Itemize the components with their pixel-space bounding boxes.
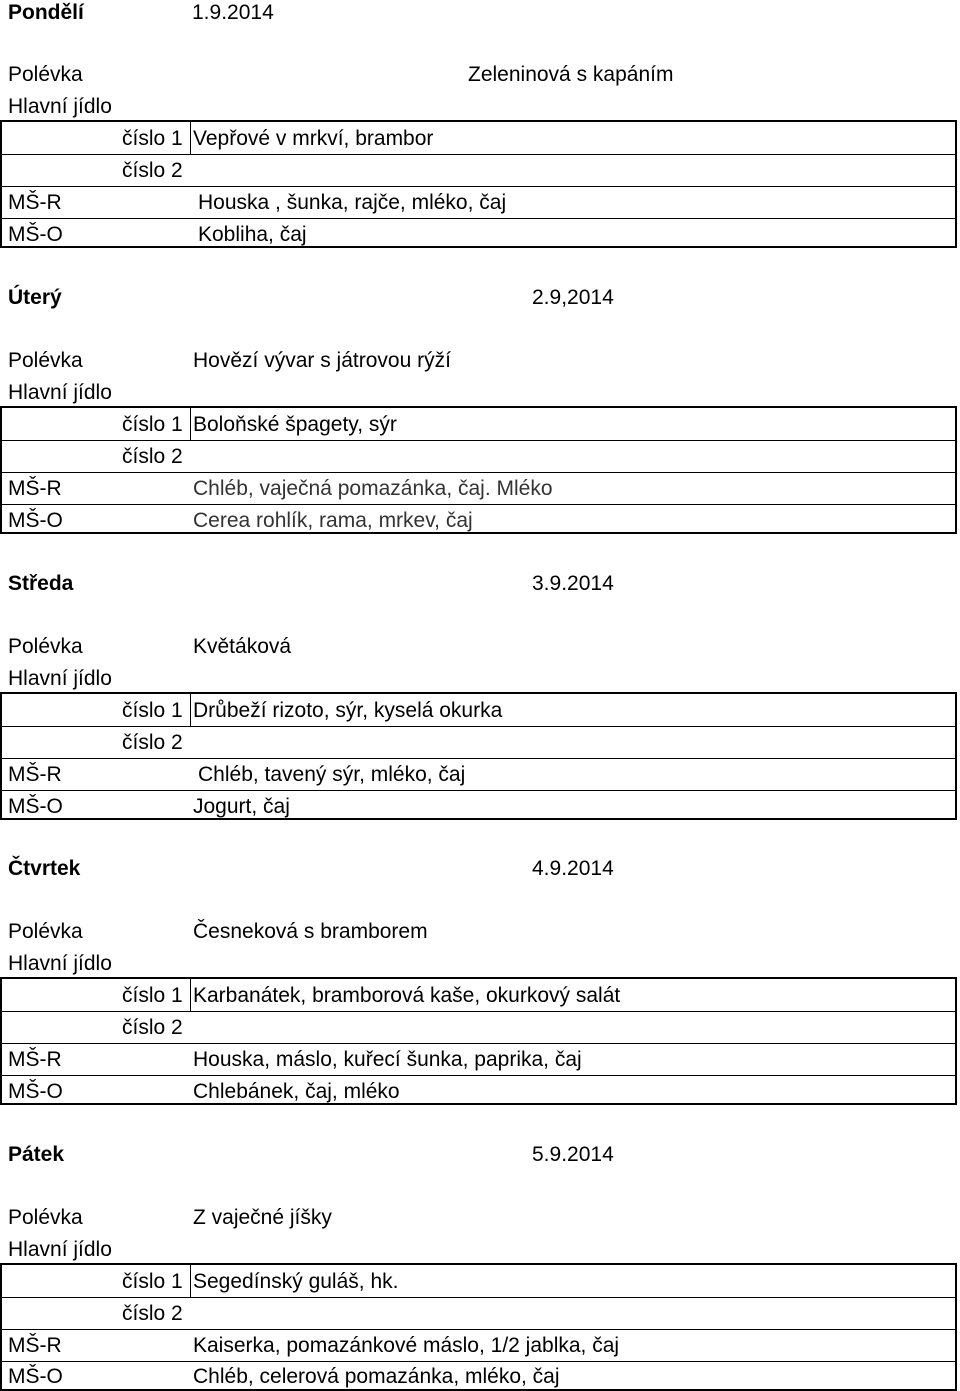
soup-label: Polévka	[8, 920, 83, 943]
main-dish-label: Hlavní jídlo	[8, 952, 112, 975]
option-1-label: číslo 1	[122, 1270, 183, 1293]
day-name: Pátek	[8, 1143, 65, 1166]
ms-o-label: MŠ-O	[8, 1080, 63, 1103]
ms-o-label: MŠ-O	[8, 223, 63, 246]
option-1-value: Vepřové v mrkví, brambor	[193, 127, 434, 150]
ms-r-value: Houska, máslo, kuřecí šunka, paprika, čaj	[193, 1048, 582, 1071]
ms-r-label: MŠ-R	[8, 477, 62, 500]
option-1-value: Drůbeží rizoto, sýr, kyselá okurka	[193, 699, 503, 722]
option-1-label: číslo 1	[122, 413, 183, 436]
ms-r-value: Chléb, tavený sýr, mléko, čaj	[198, 763, 466, 786]
ms-r-value: Kaiserka, pomazánkové máslo, 1/2 jablka, čaj	[193, 1334, 620, 1357]
ms-r-label: MŠ-R	[8, 191, 62, 214]
ms-o-value: Chlebánek, čaj, mléko	[193, 1080, 400, 1103]
ms-o-label: MŠ-O	[8, 1365, 63, 1388]
soup-value: Zeleninová s kapáním	[468, 63, 674, 86]
soup-value: Česneková s bramborem	[193, 920, 428, 943]
soup-label: Polévka	[8, 63, 83, 86]
option-1-label: číslo 1	[122, 699, 183, 722]
ms-r-value: Chléb, vaječná pomazánka, čaj. Mléko	[193, 477, 553, 500]
main-dish-label: Hlavní jídlo	[8, 667, 112, 690]
soup-label: Polévka	[8, 635, 83, 658]
day-name: Pondělí	[8, 1, 84, 24]
ms-r-label: MŠ-R	[8, 1048, 62, 1071]
ms-o-value: Kobliha, čaj	[198, 223, 307, 246]
day-name: Čtvrtek	[8, 857, 81, 880]
option-2-label: číslo 2	[122, 731, 183, 754]
soup-label: Polévka	[8, 1206, 83, 1229]
option-2-label: číslo 2	[122, 1016, 183, 1039]
ms-o-label: MŠ-O	[8, 509, 63, 532]
option-1-value: Karbanátek, bramborová kaše, okurkový salát	[193, 984, 621, 1007]
soup-value: Květáková	[193, 635, 292, 658]
option-1-label: číslo 1	[122, 127, 183, 150]
ms-o-value: Jogurt, čaj	[193, 795, 290, 818]
option-2-label: číslo 2	[122, 445, 183, 468]
ms-o-label: MŠ-O	[8, 795, 63, 818]
option-1-label: číslo 1	[122, 984, 183, 1007]
day-date: 3.9.2014	[532, 572, 614, 595]
ms-r-value: Houska , šunka, rajče, mléko, čaj	[198, 191, 507, 214]
option-1-value: Segedínský guláš, hk.	[193, 1270, 399, 1293]
soup-value: Z vaječné jíšky	[193, 1206, 332, 1229]
option-2-label: číslo 2	[122, 1302, 183, 1325]
day-name: Úterý	[8, 286, 62, 309]
day-date: 2.9,2014	[532, 286, 614, 309]
ms-r-label: MŠ-R	[8, 1334, 62, 1357]
day-date: 4.9.2014	[532, 857, 614, 880]
main-dish-label: Hlavní jídlo	[8, 95, 112, 118]
soup-label: Polévka	[8, 349, 83, 372]
ms-r-label: MŠ-R	[8, 763, 62, 786]
ms-o-value: Chléb, celerová pomazánka, mléko, čaj	[193, 1365, 560, 1388]
day-date: 1.9.2014	[192, 1, 274, 24]
option-1-value: Boloňské špagety, sýr	[193, 413, 397, 436]
soup-value: Hovězí vývar s játrovou rýží	[193, 349, 451, 372]
main-dish-label: Hlavní jídlo	[8, 1238, 112, 1261]
main-dish-label: Hlavní jídlo	[8, 381, 112, 404]
option-2-label: číslo 2	[122, 159, 183, 182]
day-name: Středa	[8, 572, 74, 595]
day-date: 5.9.2014	[532, 1143, 614, 1166]
ms-o-value: Cerea rohlík, rama, mrkev, čaj	[193, 509, 473, 532]
